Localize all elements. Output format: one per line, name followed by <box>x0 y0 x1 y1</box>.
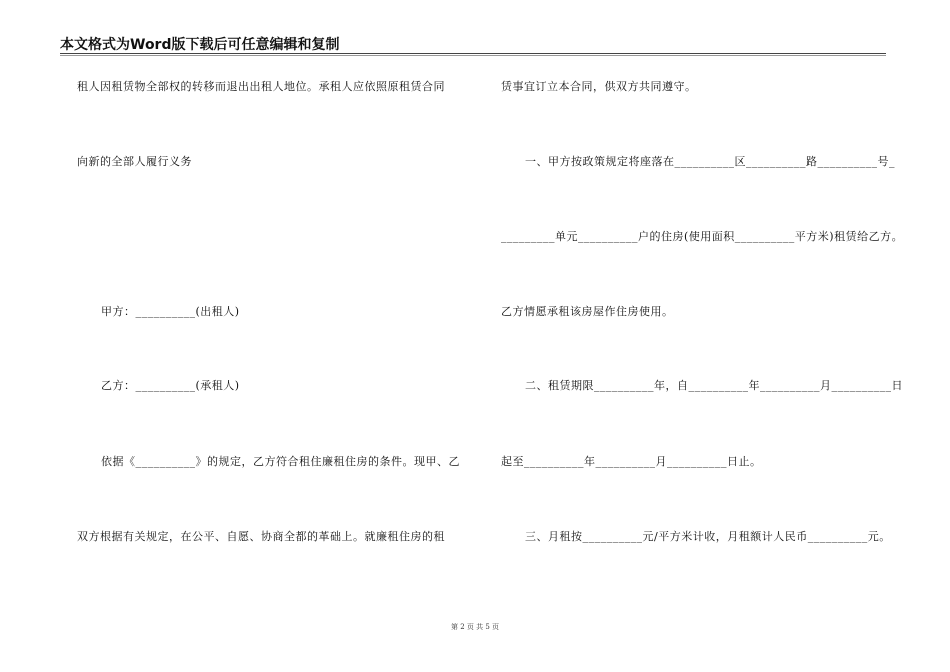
party-b-line: 乙方：__________(承租人) <box>101 379 240 392</box>
page-number: 第 2 页 共 5 页 <box>450 623 500 631</box>
header-rule-thin <box>60 55 886 56</box>
party-a-line: 甲方：__________(出租人) <box>101 305 240 318</box>
clause-2-line-2: 起至__________年__________月__________日止。 <box>501 455 762 468</box>
right-paragraph-line-1: 赁事宜订立本合同，供双方共同遵守。 <box>501 80 697 93</box>
clause-1-line-1: 一、甲方按政策规定将座落在__________区__________路__________号_ <box>525 155 895 168</box>
header-rule <box>60 53 886 54</box>
left-paragraph-line-5: 依据《__________》的规定，乙方符合租住廉租住房的条件。现甲、乙 <box>101 455 460 468</box>
left-paragraph-line-6: 双方根据有关规定，在公平、自愿、协商全都的革础上。就廉租住房的租 <box>77 530 445 543</box>
clause-2-line-1: 二、租赁期限__________年，自__________年__________月__________日 <box>525 379 903 392</box>
clause-1-line-2: _________单元__________户的住房(使用面积__________平方米)租赁给乙方。 <box>501 230 904 243</box>
clause-1-line-3: 乙方情愿承租该房屋作住房使用。 <box>501 305 674 318</box>
left-paragraph-line-1: 租人因租赁物全部权的转移而退出出租人地位。承租人应依照原租赁合同 <box>77 80 445 93</box>
left-paragraph-line-2: 向新的全部人履行义务 <box>77 155 192 168</box>
header-title: 本文格式为Word版下载后可任意编辑和复制 <box>60 37 340 53</box>
document-header <box>60 34 886 54</box>
clause-3-line-1: 三、月租按__________元/平方米计收，月租额计人民币__________元。 <box>525 530 891 543</box>
